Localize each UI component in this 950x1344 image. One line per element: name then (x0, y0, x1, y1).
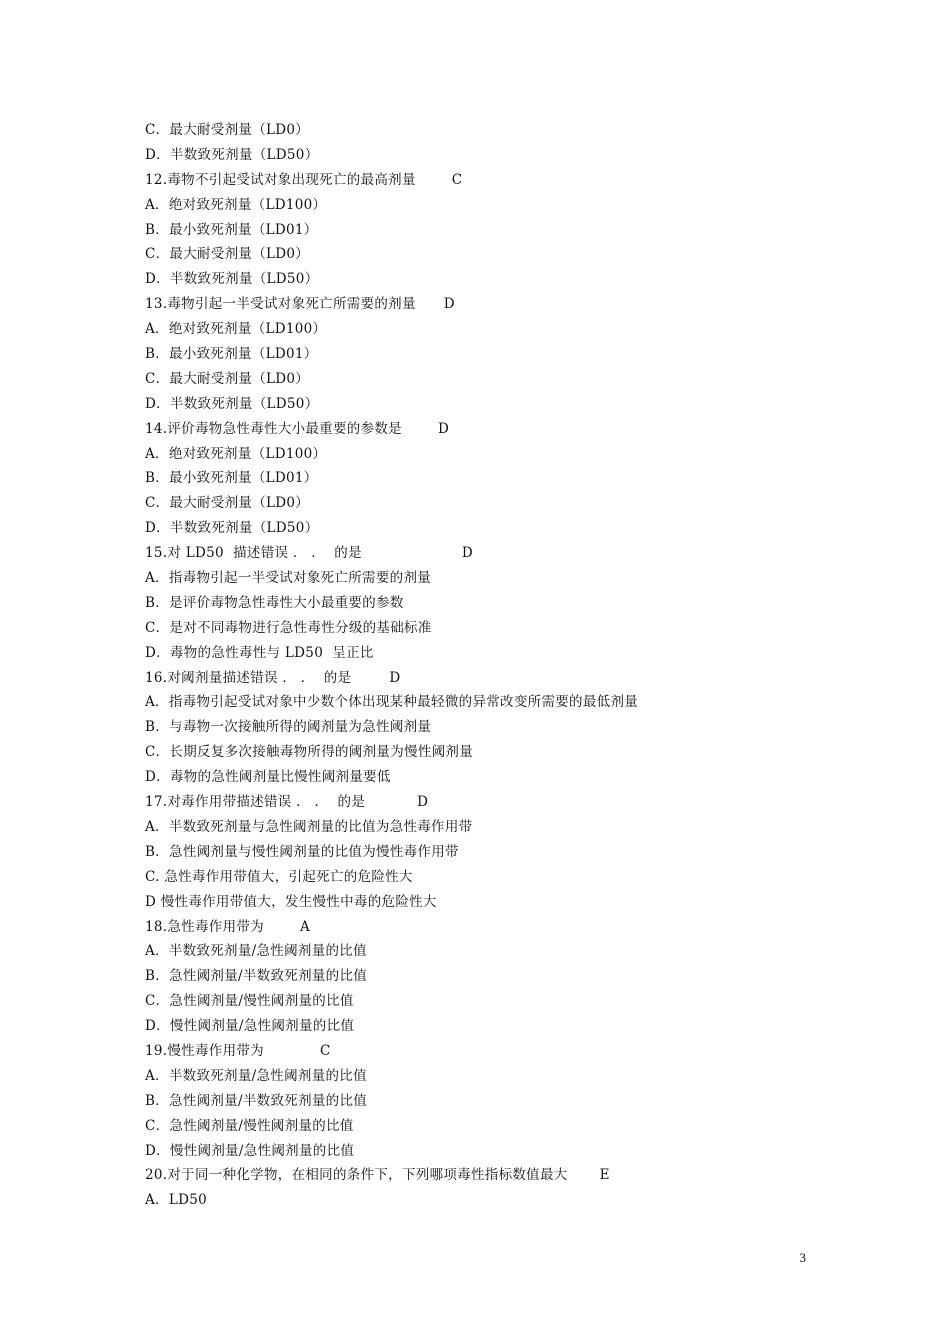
question-text: 18.急性毒作用带为 (145, 918, 264, 935)
answer-key: D (417, 794, 429, 811)
option-line: B．最小致死剂量（LD01） (145, 221, 318, 238)
option-line: B．急性阈剂量与慢性阈剂量的比值为慢性毒作用带 (145, 843, 459, 860)
answer-key: D (443, 296, 455, 313)
answer-key: A (299, 918, 311, 935)
answer-key: C (319, 1042, 331, 1059)
option-line: D．半数致死剂量（LD50） (145, 395, 319, 412)
option-line: C．急性阈剂量/慢性阈剂量的比值 (145, 1117, 354, 1134)
question-stem (145, 790, 845, 815)
answer-key: D (389, 669, 401, 686)
option-line: B．急性阈剂量/半数致死剂量的比值 (145, 968, 368, 985)
option-line: D．半数致死剂量（LD50） (145, 520, 319, 537)
option-line: D．毒物的急性毒性与 LD50 呈正比 (145, 644, 374, 661)
question-text: 13.毒物引起一半受试对象死亡所需要的剂量 (145, 296, 416, 313)
option-line: A．绝对致死剂量（LD100） (145, 321, 327, 338)
option-line: B．是评价毒物急性毒性大小最重要的参数 (145, 594, 404, 611)
question-stem (145, 541, 845, 566)
option-line: D．慢性阈剂量/急性阈剂量的比值 (145, 1142, 355, 1159)
question-text: 15.对 LD50 描述错误 ． ． 的是 (145, 545, 362, 562)
option-line: B．最小致死剂量（LD01） (145, 470, 318, 487)
option-line: C．最大耐受剂量（LD0） (145, 370, 310, 387)
option-line: C．最大耐受剂量（LD0） (145, 246, 310, 263)
answer-key: C (451, 171, 463, 188)
option-line: D．半数致死剂量（LD50） (145, 271, 319, 288)
option-line: A．指毒物引起受试对象中少数个体出现某种最轻微的异常改变所需要的最低剂量 (145, 694, 639, 711)
question-text: 14.评价毒物急性毒性大小最重要的参数是 (145, 420, 402, 437)
answer-key: D (461, 545, 473, 562)
option-line: D 慢性毒作用带值大，发生慢性中毒的危险性大 (145, 893, 437, 910)
option-line: C. 急性毒作用带值大，引起死亡的危险性大 (145, 868, 413, 885)
option-line: B．急性阈剂量/半数致死剂量的比值 (145, 1092, 368, 1109)
option-line: A．半数致死剂量/急性阈剂量的比值 (145, 1067, 367, 1084)
question-stem (145, 666, 845, 691)
option-line: C．是对不同毒物进行急性毒性分级的基础标准 (145, 619, 432, 636)
question-text: 19.慢性毒作用带为 (145, 1042, 264, 1059)
question-stem (145, 168, 845, 193)
answer-key: E (599, 1167, 610, 1184)
option-line: A．指毒物引起一半受试对象死亡所需要的剂量 (145, 570, 432, 587)
question-stem (145, 1163, 845, 1188)
question-text: 20.对于同一种化学物，在相同的条件下，下列哪项毒性指标数值最大 (145, 1167, 568, 1184)
option-line: D．毒物的急性阈剂量比慢性阈剂量要低 (145, 769, 391, 786)
option-line: C．最大耐受剂量（LD0） (145, 495, 310, 512)
answer-key: D (437, 420, 450, 437)
option-line: D．慢性阈剂量/急性阈剂量的比值 (145, 1018, 355, 1035)
option-line: C．长期反复多次接触毒物所得的阈剂量为慢性阈剂量 (145, 744, 474, 761)
question-stem (145, 915, 845, 940)
page-number: 3 (799, 1250, 806, 1265)
question-stem (145, 292, 845, 317)
option-line: B．最小致死剂量（LD01） (145, 346, 318, 363)
question-list (145, 118, 845, 1213)
question-text: 16.对阈剂量描述错误 ． ． 的是 (145, 669, 352, 686)
question-stem (145, 1039, 845, 1064)
question-text: 12.毒物不引起受试对象出现死亡的最高剂量 (145, 171, 416, 188)
option-line: C．急性阈剂量/慢性阈剂量的比值 (145, 993, 354, 1010)
option-line: A．LD50 (145, 1192, 208, 1209)
option-line: A．绝对致死剂量（LD100） (145, 445, 327, 462)
question-text: 17.对毒作用带描述错误 ． ． 的是 (145, 794, 366, 811)
option-line: A．半数致死剂量与急性阈剂量的比值为急性毒作用带 (145, 818, 473, 835)
option-line: A．绝对致死剂量（LD100） (145, 196, 327, 213)
option-line: C．最大耐受剂量（LD0） (145, 122, 310, 138)
option-line: D．半数致死剂量（LD50） (145, 146, 319, 163)
option-line: B．与毒物一次接触所得的阈剂量为急性阈剂量 (145, 719, 432, 736)
question-stem (145, 417, 845, 442)
option-line: A．半数致死剂量/急性阈剂量的比值 (145, 943, 367, 960)
